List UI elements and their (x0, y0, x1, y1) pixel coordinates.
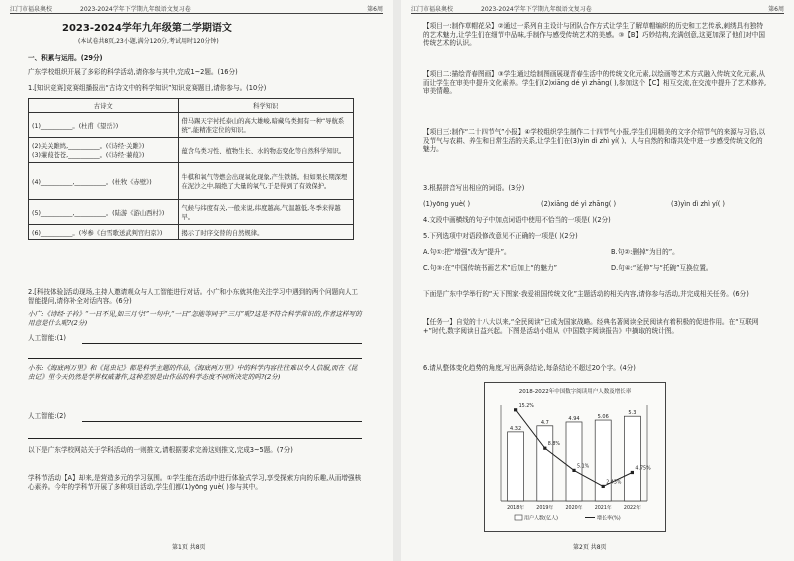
table-cell-science: 气候与纬度有关,一般来说,纬度越高,气温越低,冬季来得越早。 (178, 200, 354, 225)
chart-bar (624, 416, 640, 501)
chart-bar (537, 426, 553, 501)
header-title: 2023-2024学年下学期九年级语文复习卷 (80, 6, 191, 13)
chart-rate-label: 15.2% (518, 403, 534, 409)
chart-title: 2018-2022年中国数字阅读用户人数及增长率 (518, 389, 632, 395)
chart-rate-point (631, 471, 634, 474)
answer-line[interactable] (28, 432, 362, 439)
table-cell-poem[interactable]: (4)__________,__________。(杜牧《赤壁》) (29, 163, 179, 200)
pinyin-blank-1[interactable]: (1)yōng yuè( ) (423, 200, 471, 208)
task-1-text: 【任务一】自觉的十八大以来,“全民阅读”已成为国家战略。经典名著阅读全民阅读有着积极的促进作用。在“互联网+”时代,数字阅读日益兴起。下图是活动小组从《中国数字阅读报告》中摘取的统计图。 (423, 318, 759, 335)
table-cell-science: 牛棋和氧气等燃会出现氧化现象,产生铁锈。但如果长期深埋在泥沙之中,隔绝了大量的氧气,于是得到了有效保护。 (178, 163, 354, 200)
chart-svg (485, 383, 665, 531)
header-title: 2023-2024学年下学期九年级语文复习卷 (481, 6, 592, 13)
question-1: 1.[知识竞赛]竞赛组播报出“古诗文中的科学知识”知识竞赛题目,请你参与。(10分) (28, 84, 267, 92)
page-left (0, 0, 393, 561)
page-footer: 第1页 共8页 (172, 544, 206, 551)
answer-line[interactable] (82, 337, 362, 344)
table-cell-science: 借马踢天宇衬托泰山的高大雄峻,暗藏鸟类拥有一种“导航系统”,能精准定位的知识。 (178, 113, 354, 138)
chart-bar (508, 432, 524, 501)
question-2-dialogue-1: 小广:《诗经·子衿》“一日不见,如三月兮!”一句中,“一日”怎能等同于“三月”呢?这是不符合科学常识的,作者这样写的用意是什么呢?(2分) (28, 310, 362, 327)
header-week: 第6周 (367, 6, 383, 13)
chart-legend-swatch-users (515, 515, 522, 520)
ai-reply-label-2: 人工智能:(2) (28, 412, 66, 420)
chart-rate-label: 2.43% (606, 480, 622, 486)
chart-value-label: 4.94 (568, 415, 580, 422)
chart-rate-label: 8.8% (547, 442, 560, 448)
chart-bar (595, 420, 611, 501)
chart-value-label: 5.3 (628, 410, 637, 417)
table-header-row (29, 99, 354, 113)
chart-category-label: 2019年 (536, 506, 554, 511)
question-3: 3.根据拼音写出相应的词语。(3分) (423, 184, 525, 192)
article-paragraph: 学科节活动【A】却来,是营造多元的学习氛围。①学生能在活动中进行体验式学习,享受探索方向的乐趣,从而增强核心素养。今年的学科节开展了多种项目活动,学生们都(1)yōng yuè( )参与其中。 (28, 474, 362, 491)
chart-value-label: 4.32 (510, 425, 522, 432)
option-c[interactable]: C.句③:在“中国传统书画艺术”后加上“的魅力” (423, 264, 557, 272)
header-school: 江门市福泉奥校 (10, 6, 53, 13)
chart-category-label: 2018年 (507, 506, 525, 511)
chart-rate-label: 4.75% (635, 466, 651, 472)
poem-science-table (28, 98, 354, 240)
chart-category-label: 2022年 (623, 506, 641, 511)
pinyin-blank-2[interactable]: (2)xiāng dé yì zhāng( ) (541, 200, 617, 208)
header-rule (411, 13, 784, 14)
header-rule (10, 13, 383, 14)
question-2: 2.[科技体验]活动现场,主持人邀请观众与人工智能进行对话。小广和小东就其他关注学习中遇到的两个问题向人工智能提问,请你补全对话内容。(6分) (28, 288, 359, 305)
header-school: 江门市福泉奥校 (411, 6, 454, 13)
table-row (29, 113, 354, 138)
table-row (29, 200, 354, 225)
question-5: 5.下列选项中对语段修改意见不正确的一项是( )(2分) (423, 232, 578, 240)
answer-line[interactable] (28, 352, 362, 359)
project-3-text: 【项目三:制作“二十四节气”小报】④学校组织学生制作二十四节气小报,学生们用精美的文字介绍节气的来源与习俗,以及节气与农耕、养生和日常生活的关系,让学生们在(3)yìn dì zhì yí( )、人与自然的和谐共处中进一步感受传统文化的魅力。 (423, 128, 766, 154)
activity-intro: 下面是广东中学举行的“天下图家·我爱祖国传统文化”主题活动的相关内容,请你参与活动,并完成相关任务。(6分) (423, 290, 749, 298)
table-row (29, 225, 354, 240)
project-2-text: 【项目二:描绘青春图画】③学生通过绘制图画展现青春生活中的传统文化元素,以绘画等艺术方式融入传统文化元素,从而让学生在审美中提升文化素养。学生们(2)xiāng dé yì zhāng( ),参加这个【C】相互交流,在交流中提升了艺术修养,审美情趣。 (423, 70, 767, 96)
chart-category-label: 2020年 (565, 506, 583, 511)
table-cell-poem[interactable]: (1)__________。(杜甫《望岳》) (29, 113, 179, 138)
table-row (29, 163, 354, 200)
chart-rate-point (572, 469, 575, 472)
question-6: 6.请从整体变化趋势的角度,写出两条结论,每条结论不超过20个字。(4分) (423, 364, 636, 372)
chart-bar (566, 422, 582, 501)
table-cell-poem[interactable]: (5)__________,__________。(陆游《游山西村》) (29, 200, 179, 225)
question-4: 4.文段中画横线的句子中加点词语中使用不恰当的一项是( )(2分) (423, 216, 611, 224)
answer-line[interactable] (82, 415, 362, 422)
chart-rate-point (514, 408, 517, 411)
chart-rate-label: 5.1% (577, 464, 590, 470)
chart-rate-point (543, 447, 546, 450)
chart-rate-point (602, 485, 605, 488)
table-header-poem: 古诗文 (29, 99, 179, 113)
table-row (29, 138, 354, 163)
question-3-intro: 以下是广东学校网站关于学科活动的一则推文,请根据要求完善这则推文,完成3~5题。(7分) (28, 446, 293, 454)
chart-value-label: 4.7 (540, 419, 549, 426)
table-cell-science: 揭示了时序交替的自然规律。 (178, 225, 354, 240)
table-cell-poem[interactable]: (6)__________。(岑参《白雪歌送武判官归京》) (29, 225, 179, 240)
chart-category-label: 2021年 (594, 506, 612, 511)
reading-chart (484, 382, 666, 532)
exam-info: (本试卷共8页,23小题,满分120分,考试用时120分钟) (78, 38, 219, 45)
intro-text: 广东学校组织开展了多彩的科学活动,请你参与其中,完成1~2题。(16分) (28, 68, 238, 76)
page-footer: 第2页 共8页 (573, 544, 607, 551)
option-d[interactable]: D.句④:“延伸”与“托碗”互换位置。 (611, 264, 713, 272)
chart-value-label: 5.06 (597, 414, 609, 421)
pinyin-blank-3[interactable]: (3)yìn dì zhì yí( ) (671, 200, 726, 208)
page-right (401, 0, 794, 561)
table-header-science: 科学知识 (178, 99, 354, 113)
ai-reply-label-1: 人工智能:(1) (28, 334, 66, 342)
table-cell-poem[interactable]: (2)关关雎鸠,__________。(《诗经·关雎》) (3)蒹葭苍苍,__________。(《诗经·蒹葭》) (29, 138, 179, 163)
project-1-text: 【项目一:制作草帽花朵】②通过一系列自主设计与团队合作方式让学生了解草帽编织的历史和工艺传承,刺绣具有独特的艺术魅力,让学生们在细节中品味,手制作与感受传统艺术的美感。③【B】巧妙结构,充满创意,这更加深了他们对中国传统艺术的认识。 (423, 22, 765, 48)
option-a[interactable]: A.句①:把“增强”改为“提升”。 (423, 248, 511, 256)
header-week: 第6周 (768, 6, 784, 13)
question-2-dialogue-2: 小东:《海底两万里》和《昆虫记》都是科学主题的作品,《海底两万里》中的科学内容往往难以令人信服,而在《昆虫记》里今天仍然是学界权威著作,这种差别是由作品的科学态度不同所决定的吗?(2分) (28, 364, 358, 381)
option-b[interactable]: B.句②:删掉“为目的”。 (611, 248, 679, 256)
section-heading: 一、积累与运用。(29分) (28, 54, 103, 62)
chart-legend-users: 用户人数(亿人) (524, 515, 558, 522)
exam-title: 2023-2024学年九年级第二学期语文 (62, 23, 232, 34)
table-cell-science: 蕴含鸟类习性、植物生长、水的物态变化等自然科学知识。 (178, 138, 354, 163)
chart-legend-rate: 增长率(%) (597, 515, 621, 522)
